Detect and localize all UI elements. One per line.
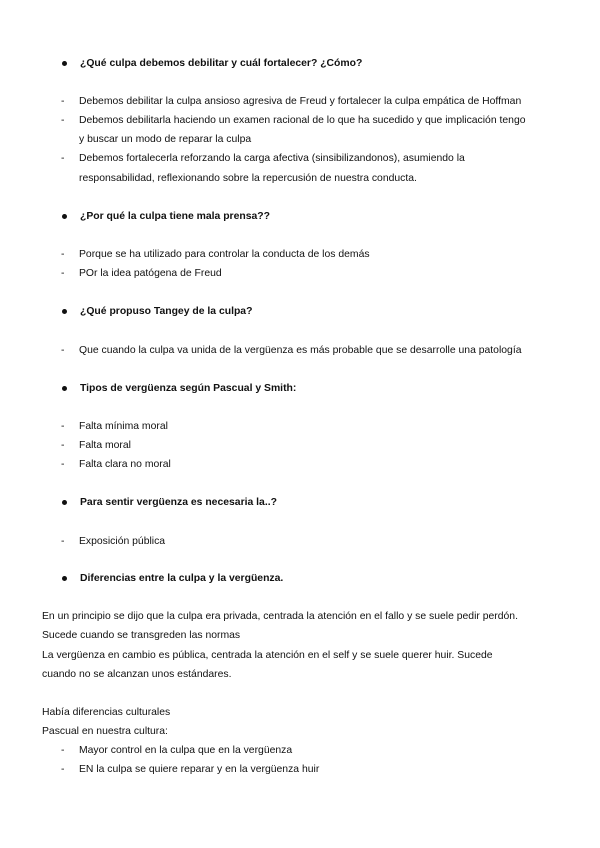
bullet-dot-icon	[62, 309, 67, 314]
dash-marker: -	[61, 459, 65, 470]
list-item-text: Debemos fortalecerla reforzando la carga afectiva (sinsibilizandonos), asumiendo la	[79, 153, 465, 164]
paragraph-line: cuando no se alcanzan unos estándares.	[42, 669, 232, 680]
bullet-dot-icon	[62, 61, 67, 66]
dash-marker: -	[61, 249, 65, 260]
paragraph-line: En un principio se dijo que la culpa era privada, centrada la atención en el fallo y se suele pedir perdón.	[42, 611, 518, 622]
dash-marker: -	[61, 421, 65, 432]
question-text: Tipos de vergüenza según Pascual y Smith:	[80, 383, 297, 394]
dash-marker: -	[61, 96, 65, 107]
question-text: Diferencias entre la culpa y la vergüenza.	[80, 573, 284, 584]
paragraph-line: Había diferencias culturales	[42, 707, 171, 718]
dash-marker: -	[61, 115, 65, 126]
dash-marker: -	[61, 345, 65, 356]
question-text: ¿Qué culpa debemos debilitar y cuál fortalecer? ¿Cómo?	[80, 58, 363, 69]
bullet-dot-icon	[62, 214, 67, 219]
bullet-dot-icon	[62, 386, 67, 391]
dash-marker: -	[61, 745, 65, 756]
dash-marker: -	[61, 153, 65, 164]
paragraph-line: Sucede cuando se transgreden las normas	[42, 630, 241, 641]
bullet-dot-icon	[62, 576, 67, 581]
list-item-text: Debemos debilitarla haciendo un examen racional de lo que ha sucedido y que implicación tengo	[79, 115, 526, 126]
dash-marker: -	[61, 268, 65, 279]
list-item-text: Falta mínima moral	[79, 421, 168, 432]
list-item-text: Porque se ha utilizado para controlar la conducta de los demás	[79, 249, 370, 260]
list-item-text: Mayor control en la culpa que en la vergüenza	[79, 745, 293, 756]
dash-marker: -	[61, 536, 65, 547]
dash-marker: -	[61, 440, 65, 451]
question-text: Para sentir vergüenza es necesaria la..?	[80, 497, 277, 508]
list-item-text: Falta moral	[79, 440, 131, 451]
dash-marker: -	[61, 764, 65, 775]
bullet-dot-icon	[62, 500, 67, 505]
list-item-text: Falta clara no moral	[79, 459, 171, 470]
paragraph-line: La vergüenza en cambio es pública, centrada la atención en el self y se suele querer huir. Sucede	[42, 650, 493, 661]
list-item-text: Debemos debilitar la culpa ansioso agresiva de Freud y fortalecer la culpa empática de Hoffman	[79, 96, 522, 107]
list-item-text: POr la idea patógena de Freud	[79, 268, 222, 279]
paragraph-line: Pascual en nuestra cultura:	[42, 726, 168, 737]
list-item-text: Exposición pública	[79, 536, 166, 547]
question-text: ¿Qué propuso Tangey de la culpa?	[80, 306, 253, 317]
list-item-text: Que cuando la culpa va unida de la vergüenza es más probable que se desarrolle una patología	[79, 345, 522, 356]
list-item-text: responsabilidad, reflexionando sobre la repercusión de nuestra conducta.	[79, 173, 417, 184]
question-text: ¿Por qué la culpa tiene mala prensa??	[80, 211, 270, 222]
list-item-text: y buscar un modo de reparar la culpa	[79, 134, 252, 145]
list-item-text: EN la culpa se quiere reparar y en la vergüenza huir	[79, 764, 320, 775]
